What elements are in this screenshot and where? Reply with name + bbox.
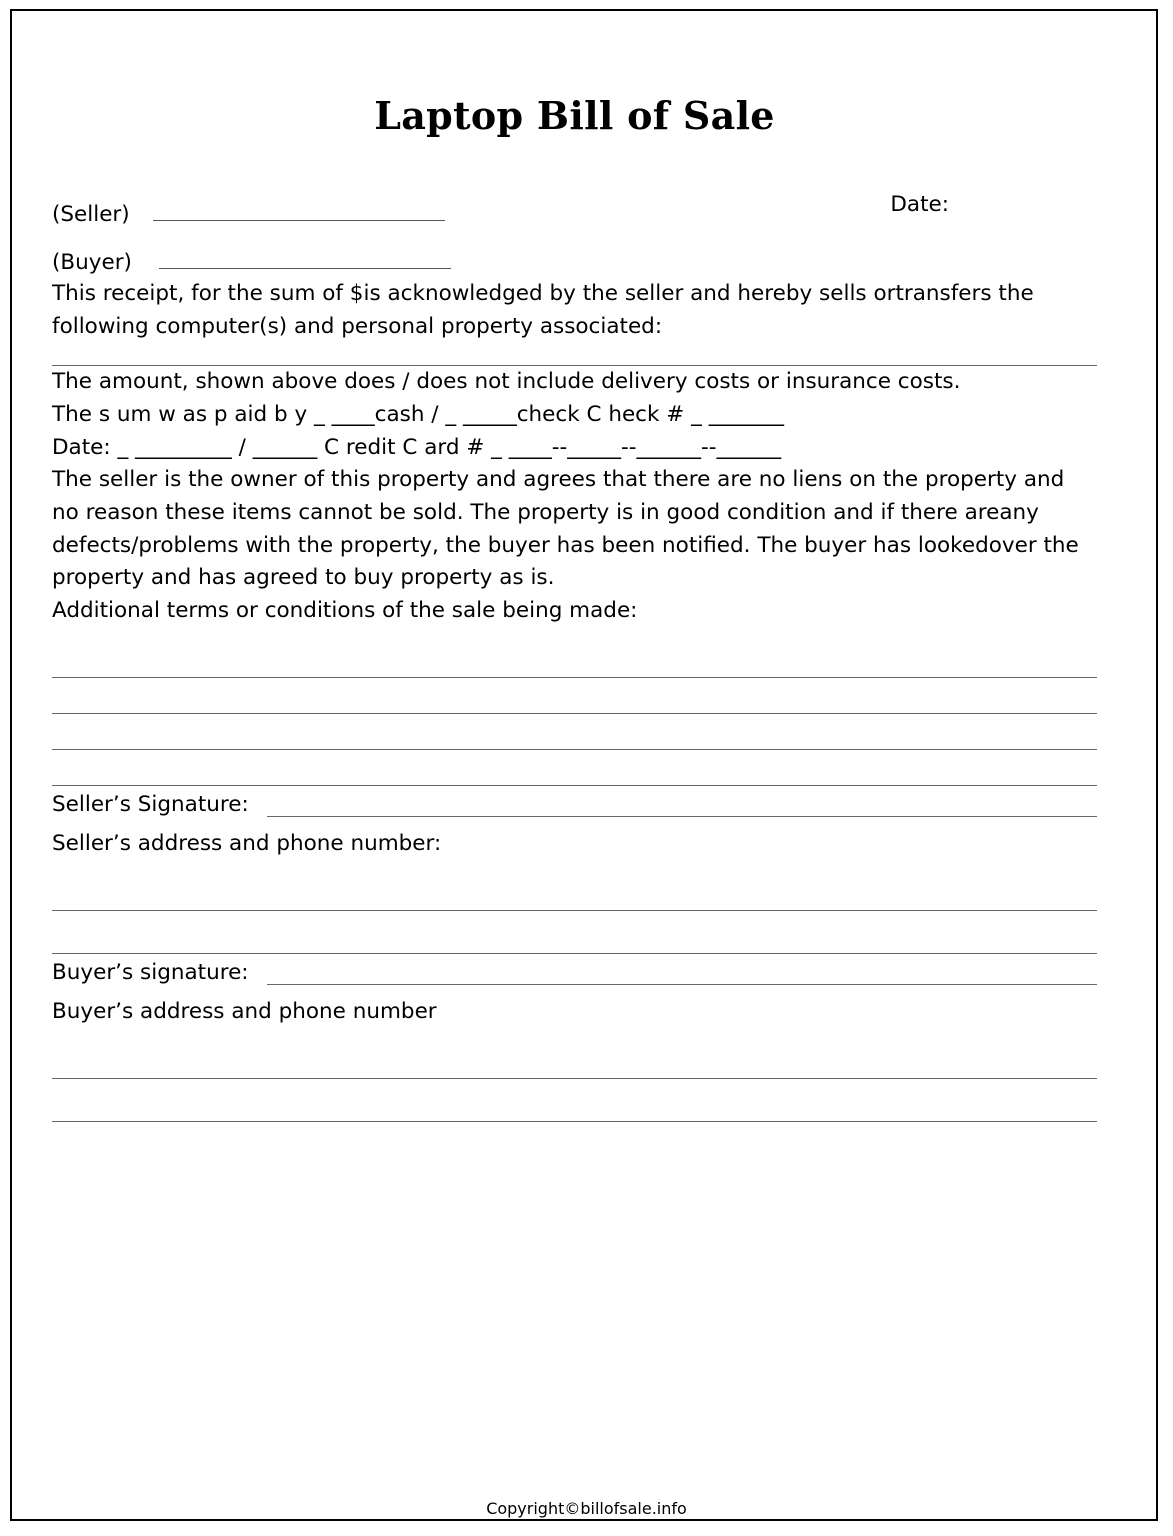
seller-signature-row <box>52 792 1097 817</box>
seller-name-field[interactable] <box>153 200 445 221</box>
date-label: Date: <box>890 192 949 217</box>
document-page <box>10 9 1158 1521</box>
payment-method-line[interactable]: The s um w as p aid b y _ ____cash / _ _____check C heck # _ _______ <box>52 402 784 428</box>
buyer-signature-row <box>52 960 1097 985</box>
seller-signature-label: Seller’s Signature: <box>52 791 249 817</box>
receipt-paragraph: This receipt, for the sum of $is acknowledged by the seller and hereby sells ortransfers the following computer(s) and personal property associated: <box>52 281 1034 339</box>
buyer-label: (Buyer) <box>52 250 132 275</box>
seller-address-label: Seller’s address and phone number: <box>52 830 442 856</box>
copyright-footer: Copyright©billofsale.info <box>486 1499 687 1518</box>
blank-write-line[interactable] <box>52 678 1097 714</box>
seller-row <box>52 192 1097 230</box>
blank-write-line[interactable] <box>52 750 1097 786</box>
amount-note: The amount, shown above does / does not include delivery costs or insurance costs. <box>52 369 961 395</box>
additional-terms-lines <box>52 642 1097 786</box>
blank-write-line[interactable] <box>52 868 1097 911</box>
ownership-paragraph: The seller is the owner of this property and agrees that there are no liens on the property and no reason these items cannot be sold. The property is in good condition and if there areany defects/problems with the property, the buyer has been notified. The buyer has lookedover the property and has agreed to buy property as is. <box>52 467 1079 591</box>
blank-write-line[interactable] <box>52 714 1097 750</box>
buyer-address-label: Buyer’s address and phone number <box>52 998 437 1024</box>
page-title: Laptop Bill of Sale <box>374 93 775 138</box>
buyer-address-lines <box>52 1036 1097 1122</box>
document-body <box>52 11 1097 1122</box>
blank-write-line[interactable] <box>52 1079 1097 1122</box>
seller-label: (Seller) <box>52 202 130 227</box>
credit-card-line[interactable]: Date: _ _________ / ______ C redit C ard # _ ____--_____--______--______ <box>52 434 782 460</box>
blank-write-line[interactable] <box>52 911 1097 954</box>
blank-write-line[interactable] <box>52 1036 1097 1079</box>
blank-write-line[interactable] <box>52 642 1097 678</box>
buyer-name-field[interactable] <box>159 248 451 269</box>
buyer-signature-field[interactable] <box>267 966 1097 985</box>
buyer-signature-label: Buyer’s signature: <box>52 959 249 985</box>
seller-address-lines <box>52 868 1097 954</box>
additional-terms-label: Additional terms or conditions of the sale being made: <box>52 598 638 624</box>
seller-signature-field[interactable] <box>267 798 1097 817</box>
buyer-row <box>52 248 1097 278</box>
